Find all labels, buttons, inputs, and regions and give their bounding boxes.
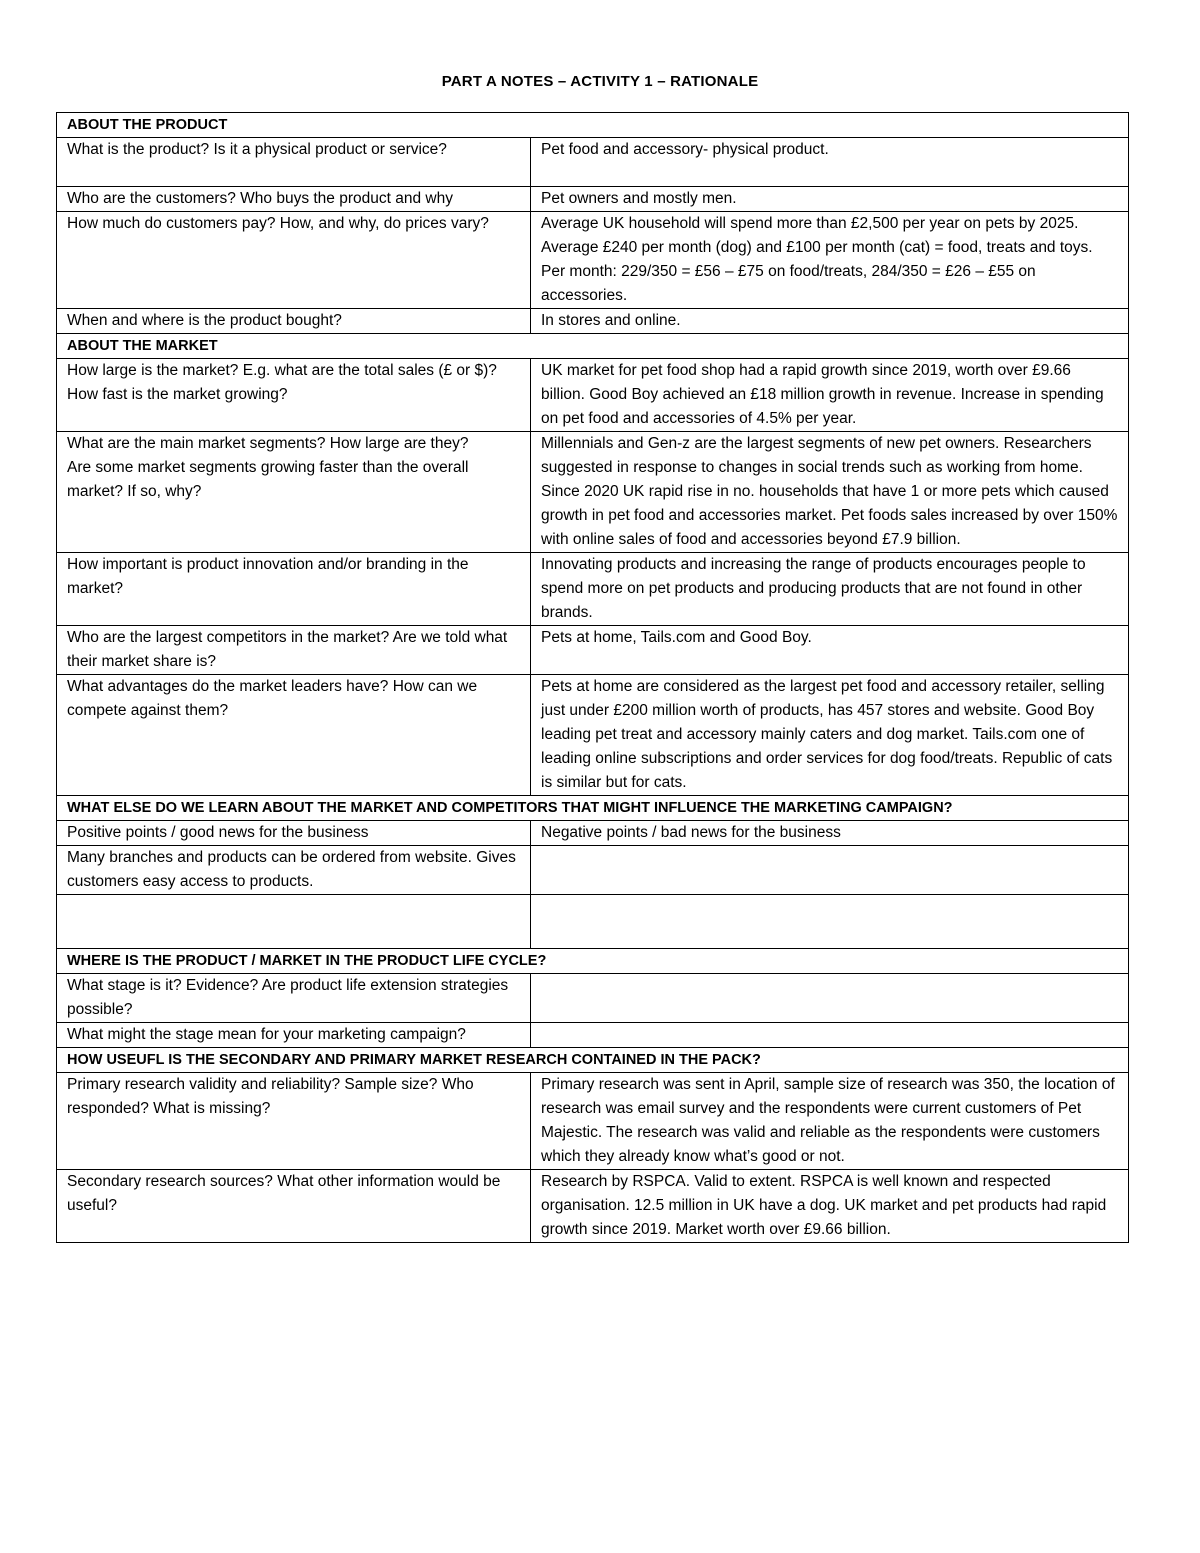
section-title: ABOUT THE MARKET — [57, 334, 1129, 359]
question-cell: What might the stage mean for your marketing campaign? — [57, 1023, 531, 1048]
table-row — [57, 138, 1129, 187]
answer-cell: In stores and online. — [531, 309, 1129, 334]
question-cell: Secondary research sources? What other information would be useful? — [57, 1170, 531, 1243]
question-cell: Who are the largest competitors in the market? Are we told what their market share is? — [57, 626, 531, 675]
page-title: PART A NOTES – ACTIVITY 1 – RATIONALE — [441, 73, 759, 90]
question-cell: What stage is it? Evidence? Are product life extension strategies possible? — [57, 974, 531, 1023]
question-cell: What are the main market segments? How large are they? Are some market segments growing faster than the overall market? If so, why? — [57, 432, 531, 553]
question-cell: When and where is the product bought? — [57, 309, 531, 334]
table-row — [57, 553, 1129, 626]
answer-cell: Pets at home are considered as the largest pet food and accessory retailer, selling just under £200 million worth of products, has 457 stores and website. Good Boy leading pet treat and accessory mainly caters and dog market. Tails.com one of leading online subscriptions and order services for dog food/treats. Republic of cats is similar but for cats. — [531, 675, 1129, 796]
section-title: ABOUT THE PRODUCT — [57, 113, 1129, 138]
negative-points-header: Negative points / bad news for the business — [531, 821, 1129, 846]
section-header-market — [57, 334, 1129, 359]
table-row — [57, 309, 1129, 334]
section-header-product — [57, 113, 1129, 138]
answer-cell — [531, 1023, 1129, 1048]
table-row — [57, 432, 1129, 553]
table-row — [57, 359, 1129, 432]
table-row — [57, 1023, 1129, 1048]
answer-cell: Innovating products and increasing the range of products encourages people to spend more on pet products and producing products that are not found in other brands. — [531, 553, 1129, 626]
positive-point-cell: Many branches and products can be ordered from website. Gives customers easy access to products. — [57, 846, 531, 895]
table-row — [57, 675, 1129, 796]
positive-points-header: Positive points / good news for the business — [57, 821, 531, 846]
section-title: HOW USEUFL IS THE SECONDARY AND PRIMARY MARKET RESEARCH CONTAINED IN THE PACK? — [57, 1048, 1129, 1073]
question-cell: What advantages do the market leaders have? How can we compete against them? — [57, 675, 531, 796]
positive-point-cell — [57, 895, 531, 949]
table-row — [57, 626, 1129, 675]
table-row — [57, 974, 1129, 1023]
table-row — [57, 1073, 1129, 1170]
question-cell: How much do customers pay? How, and why, do prices vary? — [57, 212, 531, 309]
table-row — [57, 187, 1129, 212]
rationale-table — [56, 112, 1129, 1243]
answer-cell: Millennials and Gen-z are the largest segments of new pet owners. Researchers suggested in response to changes in social trends such as working from home. Since 2020 UK rapid rise in no. households that have 1 or more pets which caused growth in pet food and accessories market. Pet foods sales increased by over 150% with online sales of food and accessories beyond £7.9 billion. — [531, 432, 1129, 553]
answer-cell: Research by RSPCA. Valid to extent. RSPCA is well known and respected organisation. 12.5 million in UK have a dog. UK market and pet products had rapid growth since 2019. Market worth over £9.66 billion. — [531, 1170, 1129, 1243]
answer-cell: Pet owners and mostly men. — [531, 187, 1129, 212]
question-cell: What is the product? Is it a physical product or service? — [57, 138, 531, 187]
section-header-what-else — [57, 796, 1129, 821]
section-header-research — [57, 1048, 1129, 1073]
table-row — [57, 846, 1129, 895]
question-cell: Primary research validity and reliability? Sample size? Who responded? What is missing? — [57, 1073, 531, 1170]
question-cell: How large is the market? E.g. what are the total sales (£ or $)? How fast is the market growing? — [57, 359, 531, 432]
answer-cell — [531, 974, 1129, 1023]
answer-cell: Pets at home, Tails.com and Good Boy. — [531, 626, 1129, 675]
negative-point-cell — [531, 895, 1129, 949]
answer-cell: Pet food and accessory- physical product. — [531, 138, 1129, 187]
question-cell: Who are the customers? Who buys the product and why — [57, 187, 531, 212]
answer-cell: Primary research was sent in April, sample size of research was 350, the location of research was email survey and the respondents were current customers of Pet Majestic. The research was valid and reliable as the respondents were customers which they already know what’s good or not. — [531, 1073, 1129, 1170]
answer-cell: Average UK household will spend more than £2,500 per year on pets by 2025. Average £240 per month (dog) and £100 per month (cat) = food, treats and toys. Per month: 229/350 = £56 – £75 on food/treats, 284/350 = £26 – £55 on accessories. — [531, 212, 1129, 309]
points-header-row — [57, 821, 1129, 846]
table-row — [57, 212, 1129, 309]
section-title: WHAT ELSE DO WE LEARN ABOUT THE MARKET AND COMPETITORS THAT MIGHT INFLUENCE THE MARKETING CAMPAIGN? — [57, 796, 1129, 821]
question-cell: How important is product innovation and/or branding in the market? — [57, 553, 531, 626]
section-title: WHERE IS THE PRODUCT / MARKET IN THE PRODUCT LIFE CYCLE? — [57, 949, 1129, 974]
answer-cell: UK market for pet food shop had a rapid growth since 2019, worth over £9.66 billion. Good Boy achieved an £18 million growth in revenue. Increase in spending on pet food and accessories of 4.5% per year. — [531, 359, 1129, 432]
table-row — [57, 1170, 1129, 1243]
table-row — [57, 895, 1129, 949]
section-header-plc — [57, 949, 1129, 974]
negative-point-cell — [531, 846, 1129, 895]
